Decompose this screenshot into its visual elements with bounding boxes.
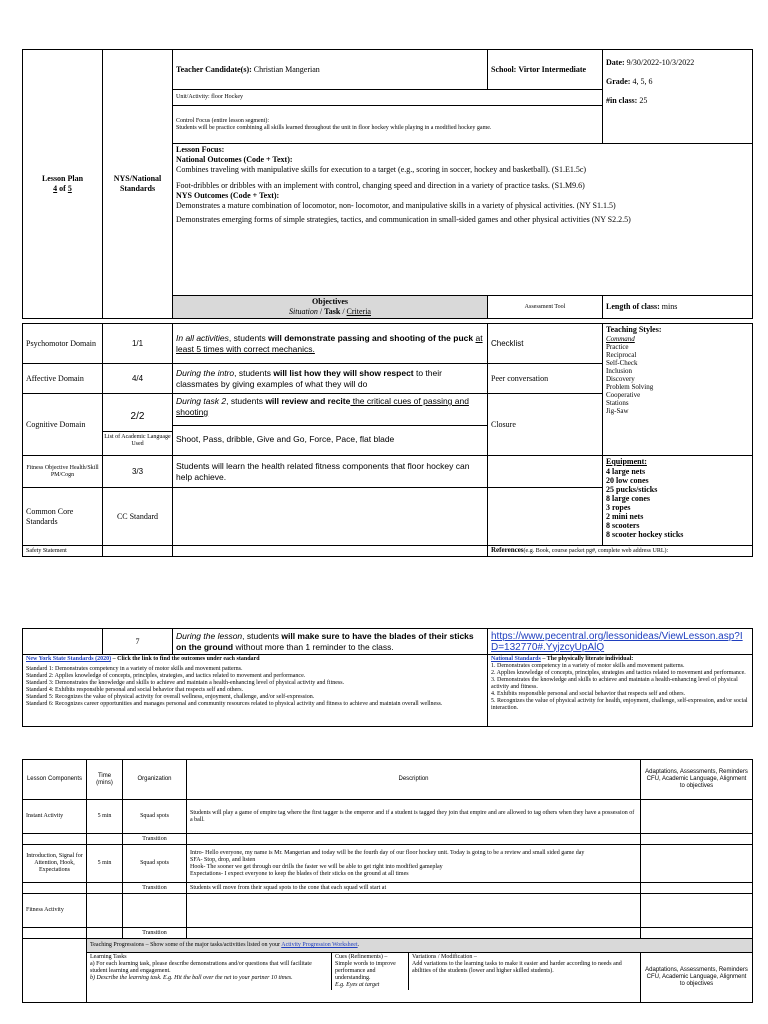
teaching-style-item: Reciprocal [606,351,637,359]
psychomotor-objective: In all activities, students will demonstrate passing and shooting of the puck at least 5 times with correct mechanics. [173,324,488,364]
lesson-plan-label: Lesson Plan 4 of 5 [23,50,103,319]
t1-b [87,834,123,845]
instant-activity: Instant Activity [23,800,87,834]
national-standard-item: 4. Exhibits responsible personal and social behavior that respects self and others. [491,691,686,697]
intro-time: 5 min [87,845,123,883]
teaching-style-item: Cooperative [606,391,641,399]
instant-time: 5 min [87,800,123,834]
teaching-style-item: Command [606,335,635,343]
objectives-table [22,323,752,557]
block2-empty [23,629,103,655]
variations: Variations / Modification – Add variations to the learning tasks to make it easier and harder according to needs and abilities of the students (lower and higher skilled students). [412,954,622,974]
nys-standard-item: Standard 1: Demonstrates competency in a variety of motor skills and movement patterns. [26,666,243,672]
affective-standard: 4/4 [103,364,173,394]
t3-desc [187,928,641,939]
block2-standard: 7 [103,629,173,655]
transition-3: Transition [123,928,187,939]
common-core: Common Core Standards [23,488,103,546]
cognitive-standard-cell [103,394,173,456]
intro-org: Squad spots [123,845,187,883]
lesson-components-table [22,759,752,1003]
t1-desc [187,834,641,845]
safety-std [103,546,173,557]
h-organization: Organization [123,760,187,800]
teaching-styles: Teaching Styles: Command Practice Reciprocal Self-Check Inclusion Discovery Problem Solving Cooperative Stations Jig-Saw [603,324,753,456]
instant-adapt [641,800,753,834]
equipment-item: 4 large nets [606,467,646,476]
fit-time [87,894,123,928]
school-cell: School: Virtor Intermediate [488,50,603,90]
common-core-tool [488,488,603,546]
unit-activity: Unit/Activity: floor Hockey [173,90,603,106]
teaching-style-item: Stations [606,399,629,407]
teaching-style-item: Self-Check [606,359,638,367]
equipment-item: 20 low cones [606,476,649,485]
reference-link[interactable]: https://www.pecentral.org/lessonideas/ViewLesson.asp?ID=132770#.YyjzcyUpAlQ [488,629,753,655]
equipment-item: 8 scooter hockey sticks [606,530,684,539]
intro-adapt [641,845,753,883]
t2-adapt [641,883,753,894]
nys-standard-item: Standard 5: Recognizes the value of physical activity for overall wellness, enjoyment, challenge, and/or self-expression. [26,694,315,700]
equipment-item: 25 pucks/sticks [606,485,658,494]
nys-standard-item: Standard 4: Exhibits responsible personal and social behavior that respects self and others. [26,687,244,693]
nys-standards: New York State Standards (2020) – Click the link to find the outcomes under each standard Standard 1: Demonstrates competency in a variety of motor skills and movement patterns. Standard 2: Applies knowledge of concepts, principles, strategies, and tactics related to movement and performance. Standard 3: Demonstrates the knowledge and skills to achieve and maintain a health-enhancing level of physical activity and fitness. Standard 4: Exhibits responsible personal and social behavior that respects self and others. Standard 5: Recognizes the value of physical activity for overall wellness, enjoyment, challenge, and/or self-expression. Standard 6: Recognizes career opportunities and manages personal and community resources related to physical activity and fitness to achieve and maintain overall wellness. [23,655,488,727]
cognitive-domain: Cognitive Domain [23,394,103,456]
affective-objective: During the intro, students will list how they will show respect to their classmates by giving examples of what they will do [173,364,488,394]
lesson-focus: Lesson Focus: National Outcomes (Code + Text): Combines traveling with manipulative skills for execution to a target (e.g., scoring in soccer, hockey and basketball). (S1.E1.5c) Foot-dribbles or dribbles with an implement with control, changing speed and direction in a variety of practice tasks. (S1.M9.6) NYS Outcomes (Code + Text): Demonstrates a mature combination of locomotor, non- locomotor, and manipulative skills in a variety of physical activities. (NY S1.1.5) Demonstrates emerging forms of simple strategies, tactics, and communication in small-sided games and other physical activities (NY S2.2.5) [173,144,753,296]
national-standard-item: 1. Demonstrates competency in a variety of motor skills and movement patterns. [491,663,685,669]
nys-standards-link[interactable]: New York State Standards (2020) [26,656,112,662]
t2-a [23,883,87,894]
nys-standard-item: Standard 2: Applies knowledge of concepts, principles, strategies, and tactics related to movement and performance. [26,673,306,679]
common-core-standard: CC Standard [103,488,173,546]
intro-desc: Intro- Hello everyone, my name is Mr. Mangerian and today will be the fourth day of our floor hockey unit. Today is going to be a review and small sided game day SFA- Stop, drop, and listen Hook- The sooner we get through our drills the faster we will be able to get right into modified gameplay Expectations- I expect everyone to keep the blades of their sticks on the ground at all times [187,845,641,883]
equipment-item: 8 scooters [606,521,640,530]
instant-org: Squad spots [123,800,187,834]
lesson-plan-table [22,49,752,319]
t3-adapt [641,928,753,939]
cognitive-objective-cell [173,394,488,456]
h-description: Description [187,760,641,800]
fit-desc [187,894,641,928]
instant-desc: Students will play a game of empire tag where the first tagger is the emperor and if a student is tagged they join that empire and are allowed to tag others when they have a possession of a ball. [187,800,641,834]
standards-header: NYS/National Standards [103,50,173,319]
national-standard-item: 2. Applies knowledge of concepts, principles, strategies and tactics related to movement and performance. [491,670,746,676]
equipment: Equipment: 4 large nets 20 low cones 25 pucks/sticks 8 large cones 3 ropes 2 mini nets 8 scooters 8 scooter hockey sticks [603,456,753,546]
academic-language-label: List of Academic Language Used [104,433,171,447]
control-focus: Control Focus (entire lesson segment): Students will be practice combining all skills learned throughout the unit in floor hockey while playing in a modified hockey game. [173,106,603,144]
national-standard-item: 5. Recognizes the value of physical activity for health, enjoyment, challenge, self-expression, and/or social interaction. [491,698,748,711]
learning-tasks-cell [87,953,641,1003]
length-of-class: Length of class: mins [603,296,753,319]
psychomotor-standard: 1/1 [103,324,173,364]
equipment-item: 8 large cones [606,494,650,503]
nys-standard-item: Standard 3: Demonstrates the knowledge and skills to achieve and maintain a health-enhancing level of physical activity and fitness. [26,680,345,686]
h-time: Time (mins) [87,760,123,800]
nys-standard-item: Standard 6: Recognizes career opportunities and manages personal and community resources related to physical activity and fitness to achieve and maintain overall wellness. [26,701,443,707]
teaching-progressions: Teaching Progressions – Show some of the major tasks/activities listed on your Activity Progression Worksheet. [87,939,753,953]
tp-blank [23,939,87,1003]
assessment-tool-header: Assessment Tool [488,296,603,319]
t2-b [87,883,123,894]
teaching-style-item: Problem Solving [606,383,654,391]
h-adaptations: Adaptations, Assessments, Reminders CFU, Academic Language, Alignment to objectives [641,760,753,800]
transition-2: Transition [123,883,187,894]
transition-2-desc: Students will move from their squad spots to the cone that each squad will start at [187,883,641,894]
fitness-objective: Fitness Objective Health/Skill PM/Cogn [23,456,103,488]
h-components: Lesson Components [23,760,87,800]
common-core-objective [173,488,488,546]
block2-objective: During the lesson, students will make sure to have the blades of their sticks on the ground without more than 1 reminder to the class. [173,629,488,655]
fitness-objective-text: Students will learn the health related fitness components that floor hockey can help achieve. [173,456,488,488]
introduction: Introduction, Signal for Attention, Hook, Expectations [23,845,87,883]
standards-block [22,628,752,727]
cognitive-tool: Closure [488,394,603,456]
national-standard-item: 3. Demonstrates the knowledge and skills to achieve and maintain a health-enhancing level of physical activity and fitness. [491,677,738,690]
academic-language-words: Shoot, Pass, dribble, Give and Go, Force, Pace, flat blade [176,434,395,444]
affective-tool: Peer conversation [488,364,603,394]
t1-a [23,834,87,845]
teaching-style-item: Discovery [606,375,635,383]
t3-b [87,928,123,939]
teaching-style-item: Inclusion [606,367,633,375]
objectives-header: Objectives Situation / Task / Criteria [173,296,488,319]
fit-adapt [641,894,753,928]
references: References(e.g. Book, course packet pg#, complete web address URL): [488,546,753,557]
transition-1: Transition [123,834,187,845]
t1-adapt [641,834,753,845]
t3-a [23,928,87,939]
safety-statement: Safety Statement [23,546,103,557]
learning-tasks: Learning Tasks a) For each learning task, please describe demonstrations and/or questions that will facilitate student learning and engagement. b) Describe the learning task. E.g. Hit the ball over the net to your partner 10 times. [87,953,332,990]
equipment-item: 3 ropes [606,503,631,512]
safety-text [173,546,488,557]
national-standards: National Standards – The physically literate individual: 1. Demonstrates competency in a variety of motor skills and movement patterns. 2. Applies knowledge of concepts, principles, strategies and tactics related to movement and performance. 3. Demonstrates the knowledge and skills to achieve and maintain a health-enhancing level of physical activity and fitness. 4. Exhibits responsible personal and social behavior that respects self and others. 5. Recognizes the value of physical activity for health, enjoyment, challenge, self-expression, and/or social interaction. [488,655,753,727]
fitness-standard: 3/3 [103,456,173,488]
date-grade-cell: Date: 9/30/2022-10/3/2022 Grade: 4, 5, 6 #in class: 25 [603,50,753,144]
teacher-cell: Teacher Candidate(s): Christian Mangerian [173,50,488,90]
teaching-style-item: Jig-Saw [606,407,629,415]
equipment-item: 2 mini nets [606,512,644,521]
national-standards-link[interactable]: National Standards [491,656,541,662]
activity-progression-link[interactable]: Activity Progression Worksheet [281,942,358,948]
psychomotor-tool: Checklist [488,324,603,364]
adaptations-2: Adaptations, Assessments, Reminders CFU, Academic Language, Alignment to objectives [641,953,753,1003]
cues: Cues (Refinements) – Simple words to improve performance and understanding. E.g. Eyes at target [332,953,409,990]
fitness-tool [488,456,603,488]
psychomotor-domain: Psychomotor Domain [23,324,103,364]
teaching-style-item: Practice [606,343,629,351]
affective-domain: Affective Domain [23,364,103,394]
fitness-activity: Fitness Activity [23,894,87,928]
cognitive-standard: 2/2 [103,402,172,432]
fit-org [123,894,187,928]
cognitive-objective: During task 2, students will review and recite the critical cues of passing and shooting [173,396,487,426]
